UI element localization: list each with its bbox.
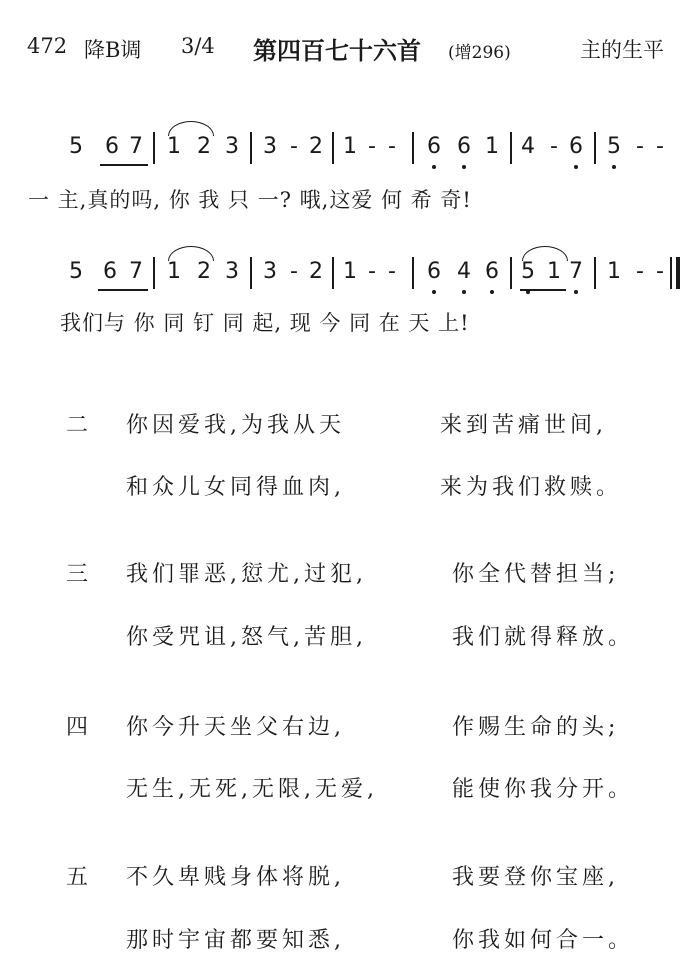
note: -	[388, 134, 396, 159]
key-signature: 降B调	[84, 38, 142, 62]
hymn-number: 472	[27, 34, 68, 58]
barline	[594, 132, 596, 164]
verse-text: 我们罪恶,愆尤,过犯,	[126, 562, 367, 587]
verse-text: 你今升天坐父右边,	[126, 715, 345, 740]
verse-number: 四	[66, 715, 89, 740]
note: 1	[343, 134, 357, 159]
lyrics-line-2: 我们与 你 同 钉 同 起, 现 今 同 在 天 上!	[60, 311, 470, 335]
note: 4	[454, 259, 474, 284]
verse-text: 我要登你宝座,	[452, 865, 619, 890]
barline	[412, 132, 414, 164]
verse-text: 来为我们救赎。	[440, 475, 623, 500]
note: 2	[309, 259, 323, 284]
note: -	[368, 259, 376, 284]
verse-text: 你因爱我,为我从天	[126, 413, 345, 438]
barline	[670, 257, 672, 289]
verse-text: 和众儿女同得血肉,	[126, 475, 345, 500]
verse-number: 二	[66, 413, 89, 438]
beam	[98, 289, 148, 291]
barline	[250, 257, 252, 289]
barline	[594, 257, 596, 289]
beam	[520, 289, 566, 291]
note: 4	[521, 134, 535, 159]
verse-text: 能使你我分开。	[452, 777, 635, 802]
barline	[412, 257, 414, 289]
note: 5	[518, 259, 538, 284]
note: -	[636, 259, 644, 284]
note: 3	[263, 134, 277, 159]
note: 6	[566, 134, 586, 159]
note: 1	[343, 259, 357, 284]
note: 7	[129, 259, 143, 284]
note: 1	[485, 134, 499, 159]
note: 5	[604, 134, 624, 159]
lyrics-line-1: 一 主,真的吗, 你 我 只 一? 哦,这爱 何 希 奇!	[28, 188, 472, 212]
time-signature: 3/4	[181, 34, 215, 58]
note: 1	[607, 259, 621, 284]
note: 3	[263, 259, 277, 284]
barline	[510, 257, 512, 289]
note: -	[550, 134, 558, 159]
note: 6	[424, 134, 444, 159]
note: 3	[225, 259, 239, 284]
note: -	[368, 134, 376, 159]
note: 1	[167, 259, 181, 284]
verse-number: 五	[66, 865, 89, 890]
verse-text: 你全代替担当;	[452, 562, 620, 587]
verse-text: 那时宇宙都要知悉,	[126, 928, 345, 953]
note: 6	[105, 134, 119, 159]
note: -	[656, 259, 664, 284]
verse-number: 三	[66, 562, 89, 587]
hymn-reference: (增296)	[448, 43, 511, 63]
note: 2	[197, 259, 211, 284]
barline	[332, 132, 334, 164]
note: 2	[309, 134, 323, 159]
note: -	[290, 134, 298, 159]
note: 1	[547, 259, 561, 284]
note: 7	[566, 259, 586, 284]
barline	[332, 257, 334, 289]
verse-text: 我们就得释放。	[452, 625, 635, 650]
note: 7	[129, 134, 143, 159]
note: 6	[103, 259, 117, 284]
note: 6	[482, 259, 502, 284]
note: 6	[424, 259, 444, 284]
barline	[250, 132, 252, 164]
note: 1	[167, 134, 181, 159]
note: 5	[69, 134, 83, 159]
note: 5	[69, 259, 83, 284]
note: -	[636, 134, 644, 159]
beam	[100, 164, 148, 166]
verse-text: 无生,无死,无限,无爱,	[126, 777, 378, 802]
verse-text: 作赐生命的头;	[452, 715, 620, 740]
note: 6	[454, 134, 474, 159]
barline	[510, 132, 512, 164]
note: -	[388, 259, 396, 284]
verse-text: 你我如何合一。	[452, 928, 635, 953]
note: -	[656, 134, 664, 159]
barline	[153, 132, 155, 164]
verse-text: 来到苦痛世间,	[440, 413, 607, 438]
final-barline	[676, 257, 680, 289]
hymn-title: 第四百七十六首	[253, 36, 421, 65]
verse-text: 你受咒诅,怒气,苦胆,	[126, 625, 367, 650]
verse-text: 不久卑贱身体将脱,	[126, 865, 345, 890]
note: 3	[225, 134, 239, 159]
barline	[153, 257, 155, 289]
hymn-category: 主的生平	[580, 38, 664, 62]
note: -	[290, 259, 298, 284]
note: 2	[197, 134, 211, 159]
